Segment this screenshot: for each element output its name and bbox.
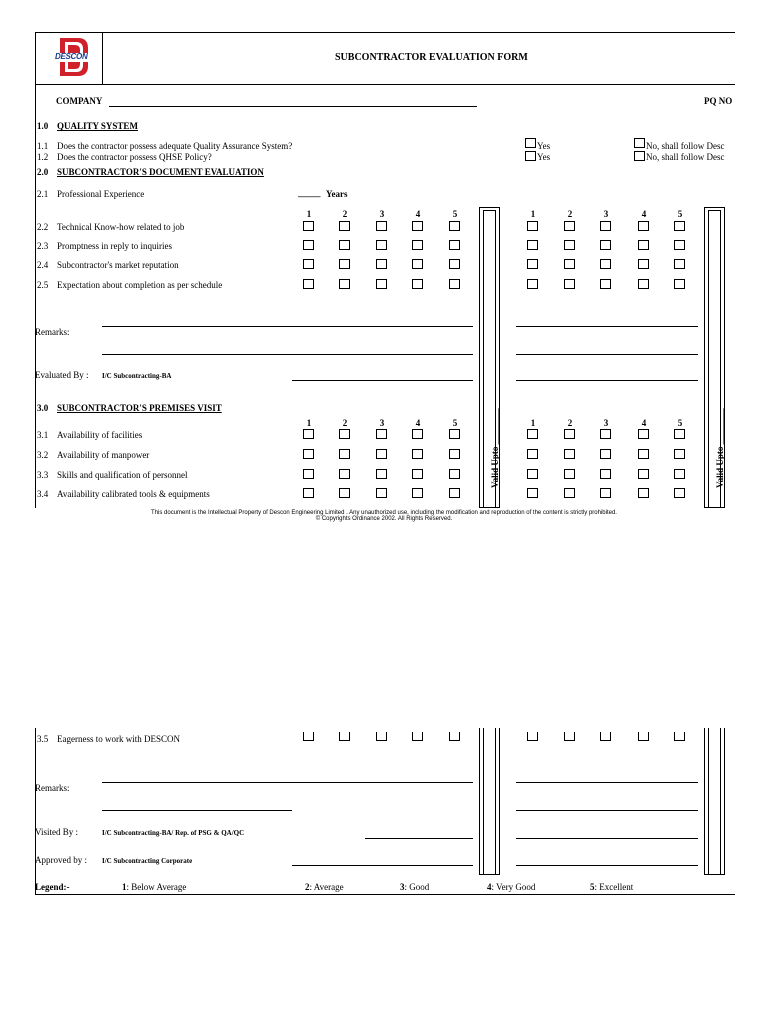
approved-by-label: Approved by : (35, 855, 87, 865)
item-text: Subcontractor's market reputation (57, 260, 179, 270)
scale-3-label: 3 (603, 209, 609, 219)
footer-line2: © Copyrights Ordinance 2002. All Rights Reserved. (315, 516, 453, 522)
page2-remarks-line2-right[interactable] (516, 810, 698, 811)
descon-logo (54, 36, 90, 78)
legend-item-1 (122, 882, 186, 892)
scale-5-label: 5 (677, 418, 683, 428)
q2-1-text: Professional Experience (57, 189, 145, 199)
scale-1-label: 1 (306, 209, 312, 219)
rating-checkbox-3.4-1[interactable] (527, 488, 538, 498)
legend-key: 4 (487, 882, 492, 892)
item-number: 2.4 (37, 260, 49, 270)
page2-remarks-line2-left[interactable] (102, 810, 292, 811)
scale-2-label: 2 (342, 418, 348, 428)
section2-remarks-line2-left[interactable] (102, 354, 473, 355)
q1-1-number: 1.1 (37, 141, 49, 151)
valid-upto-column-right (704, 207, 725, 508)
section2-remarks-line1-left[interactable] (102, 326, 473, 327)
rating-checkbox-2.3-5[interactable] (449, 240, 460, 250)
page2-remarks-label: Remarks: (35, 783, 70, 793)
section2-remarks-line2-right[interactable] (516, 354, 698, 355)
item-number: 3.1 (37, 430, 49, 440)
legend-text: : Good (404, 882, 430, 892)
q1-2-no-label: No, shall follow Desc (646, 152, 725, 162)
rating-checkbox-2.5-1[interactable] (303, 279, 314, 289)
approved-by-value: I/C Subcontracting Corporate (102, 857, 193, 865)
section2-remarks-label: Remarks: (35, 327, 70, 337)
q3-5-text: Eagerness to work with DESCON (57, 734, 180, 744)
rating-checkbox-3.1-2[interactable] (564, 429, 575, 439)
legend-key: 5 (590, 882, 595, 892)
years-label: Years (326, 189, 348, 199)
legend-item-3 (400, 882, 429, 892)
company-label: COMPANY (56, 96, 103, 106)
company-field[interactable] (109, 106, 477, 107)
rating-checkbox-2.5-3[interactable] (600, 279, 611, 289)
legend-key: 1 (122, 882, 127, 892)
rating-checkbox-2.2-4[interactable] (412, 221, 423, 231)
rating-checkbox-3.4-4[interactable] (412, 488, 423, 498)
rating-checkbox-3.2-5[interactable] (449, 449, 460, 459)
scale-4-label: 4 (641, 418, 647, 428)
rating-checkbox-3.2-2[interactable] (339, 449, 350, 459)
rating-checkbox-2.2-1[interactable] (527, 221, 538, 231)
rating-checkbox-3.2-1[interactable] (303, 449, 314, 459)
logo-text: DESCON (55, 52, 88, 61)
q1-1-no-checkbox[interactable] (634, 138, 645, 148)
section2-remarks-line1-right[interactable] (516, 326, 698, 327)
rating-checkbox-3.1-5[interactable] (449, 429, 460, 439)
rating-checkbox-3.5-1[interactable] (303, 732, 314, 741)
rating-checkbox-2.4-5[interactable] (674, 259, 685, 269)
rating-checkbox-2.2-3[interactable] (376, 221, 387, 231)
item-number: 3.4 (37, 489, 49, 499)
rating-checkbox-3.5-5[interactable] (449, 732, 460, 741)
rating-checkbox-3.2-4[interactable] (638, 449, 649, 459)
visited-by-line-left[interactable] (365, 838, 473, 839)
q1-1-yes-label: Yes (537, 141, 551, 151)
rating-checkbox-2.5-1[interactable] (527, 279, 538, 289)
rating-checkbox-3.3-3[interactable] (600, 469, 611, 479)
scale-1-label: 1 (306, 418, 312, 428)
valid-upto-column-right-continued (704, 728, 725, 875)
q1-2-yes-label: Yes (537, 152, 551, 162)
scale-2-label: 2 (567, 418, 573, 428)
scale-4-label: 4 (415, 418, 421, 428)
rating-checkbox-3.4-3[interactable] (376, 488, 387, 498)
footer-notice (0, 510, 768, 522)
evaluated-by-label: Evaluated By : (35, 370, 89, 380)
scale-5-label: 5 (677, 209, 683, 219)
rating-checkbox-3.2-3[interactable] (600, 449, 611, 459)
rating-checkbox-2.2-2[interactable] (564, 221, 575, 231)
section3-title: SUBCONTRACTOR'S PREMISES VISIT (57, 403, 222, 413)
rating-checkbox-2.3-4[interactable] (638, 240, 649, 250)
q3-5-number: 3.5 (37, 734, 49, 744)
item-number: 2.3 (37, 241, 49, 251)
rating-checkbox-2.5-2[interactable] (339, 279, 350, 289)
evaluated-by-value: I/C Subcontracting-BA (102, 372, 172, 380)
visited-by-value: I/C Subcontracting-BA/ Rep. of PSG & QA/QC (102, 829, 245, 837)
rating-checkbox-2.4-2[interactable] (564, 259, 575, 269)
item-text: Availability calibrated tools & equipments (57, 489, 210, 499)
rating-checkbox-2.3-3[interactable] (600, 240, 611, 250)
page2-remarks-line1-left[interactable] (102, 782, 473, 783)
legend-label: Legend:- (35, 882, 70, 892)
scale-5-label: 5 (452, 418, 458, 428)
q2-1-number: 2.1 (37, 189, 49, 199)
visited-by-line-right[interactable] (516, 838, 698, 839)
rating-checkbox-3.3-3[interactable] (376, 469, 387, 479)
scale-2-label: 2 (567, 209, 573, 219)
q1-2-text: Does the contractor possess QHSE Policy? (57, 152, 212, 162)
q1-2-yes-checkbox[interactable] (525, 151, 536, 161)
rating-checkbox-2.2-2[interactable] (339, 221, 350, 231)
rating-checkbox-3.3-1[interactable] (527, 469, 538, 479)
rating-checkbox-3.4-4[interactable] (638, 488, 649, 498)
rating-checkbox-3.1-5[interactable] (674, 429, 685, 439)
experience-years-field[interactable]: _____ (298, 188, 321, 198)
rating-checkbox-2.3-5[interactable] (674, 240, 685, 250)
rating-checkbox-2.4-1[interactable] (303, 259, 314, 269)
valid-upto-column-left (479, 207, 500, 508)
scale-2-label: 2 (342, 209, 348, 219)
approved-by-line-left[interactable] (292, 865, 473, 866)
rating-checkbox-3.2-1[interactable] (527, 449, 538, 459)
rating-checkbox-3.1-4[interactable] (638, 429, 649, 439)
q1-1-text: Does the contractor possess adequate Quality Assurance System? (57, 141, 293, 151)
approved-by-line-right[interactable] (516, 865, 698, 866)
rating-checkbox-3.3-4[interactable] (412, 469, 423, 479)
section3-number: 3.0 (37, 403, 49, 413)
rating-checkbox-2.3-2[interactable] (564, 240, 575, 250)
valid-upto-column-left-continued (479, 728, 500, 875)
rating-checkbox-2.4-3[interactable] (376, 259, 387, 269)
rating-checkbox-2.2-3[interactable] (600, 221, 611, 231)
rating-checkbox-3.4-2[interactable] (564, 488, 575, 498)
rating-checkbox-2.2-5[interactable] (674, 221, 685, 231)
rating-checkbox-3.2-3[interactable] (376, 449, 387, 459)
legend-key: 3 (400, 882, 405, 892)
rating-checkbox-3.5-4[interactable] (638, 732, 649, 741)
rating-checkbox-2.5-3[interactable] (376, 279, 387, 289)
item-text: Availability of manpower (57, 450, 150, 460)
item-text: Technical Know-how related to job (57, 222, 185, 232)
legend-item-4 (487, 882, 535, 892)
rating-checkbox-2.5-5[interactable] (674, 279, 685, 289)
rating-checkbox-3.4-3[interactable] (600, 488, 611, 498)
rating-checkbox-2.5-4[interactable] (638, 279, 649, 289)
scale-4-label: 4 (641, 209, 647, 219)
item-text: Expectation about completion as per schedule (57, 280, 223, 290)
scale-5-label: 5 (452, 209, 458, 219)
rating-checkbox-3.5-3[interactable] (376, 732, 387, 741)
rating-checkbox-3.5-2[interactable] (339, 732, 350, 741)
q1-1-no-label: No, shall follow Desc (646, 141, 725, 151)
rating-checkbox-2.5-2[interactable] (564, 279, 575, 289)
rating-checkbox-2.3-1[interactable] (303, 240, 314, 250)
rating-checkbox-2.4-1[interactable] (527, 259, 538, 269)
rating-checkbox-2.4-2[interactable] (339, 259, 350, 269)
rating-checkbox-3.1-3[interactable] (376, 429, 387, 439)
form-title: SUBCONTRACTOR EVALUATION FORM (335, 52, 528, 63)
rating-checkbox-2.3-2[interactable] (339, 240, 350, 250)
q1-2-no-checkbox[interactable] (634, 151, 645, 161)
rating-checkbox-3.3-1[interactable] (303, 469, 314, 479)
rating-checkbox-3.4-1[interactable] (303, 488, 314, 498)
rating-checkbox-3.1-3[interactable] (600, 429, 611, 439)
item-number: 3.2 (37, 450, 49, 460)
rating-checkbox-3.5-2[interactable] (564, 732, 575, 741)
q1-1-yes-checkbox[interactable] (525, 138, 536, 148)
rating-checkbox-2.2-4[interactable] (638, 221, 649, 231)
rating-checkbox-3.5-3[interactable] (600, 732, 611, 741)
scale-1-label: 1 (530, 418, 536, 428)
rating-checkbox-2.4-4[interactable] (412, 259, 423, 269)
footer-line1: This document is the Intellectual Property of Descon Engineering Limited . Any unauthorized use, including the modification and reproduction of the content is strictly prohibited. (151, 510, 617, 516)
legend-text: : Excellent (594, 882, 634, 892)
rating-checkbox-2.3-3[interactable] (376, 240, 387, 250)
rating-checkbox-3.4-2[interactable] (339, 488, 350, 498)
rating-checkbox-3.5-1[interactable] (527, 732, 538, 741)
rating-checkbox-2.3-1[interactable] (527, 240, 538, 250)
page2-remarks-line1-right[interactable] (516, 782, 698, 783)
valid-upto-left-label: Valid Upto ________ (490, 408, 500, 488)
rating-checkbox-3.1-2[interactable] (339, 429, 350, 439)
legend-text: : Very Good (491, 882, 536, 892)
valid-upto-right-label: Valid Upto ________ (715, 408, 725, 488)
legend-item-2 (305, 882, 344, 892)
rating-checkbox-2.3-4[interactable] (412, 240, 423, 250)
rating-checkbox-3.4-5[interactable] (674, 488, 685, 498)
rating-checkbox-2.4-5[interactable] (449, 259, 460, 269)
rating-checkbox-2.2-1[interactable] (303, 221, 314, 231)
rating-checkbox-3.2-4[interactable] (412, 449, 423, 459)
rating-checkbox-3.3-5[interactable] (449, 469, 460, 479)
rating-checkbox-3.2-2[interactable] (564, 449, 575, 459)
scale-3-label: 3 (379, 418, 385, 428)
section2-title: SUBCONTRACTOR'S DOCUMENT EVALUATION (57, 167, 264, 177)
rating-checkbox-3.3-5[interactable] (674, 469, 685, 479)
visited-by-label: Visited By : (35, 827, 78, 837)
rating-checkbox-3.2-5[interactable] (674, 449, 685, 459)
section1-number: 1.0 (37, 121, 49, 131)
scale-4-label: 4 (415, 209, 421, 219)
scale-3-label: 3 (603, 418, 609, 428)
section1-title: QUALITY SYSTEM (57, 121, 138, 131)
rating-checkbox-3.3-4[interactable] (638, 469, 649, 479)
q1-2-number: 1.2 (37, 152, 49, 162)
legend-key: 2 (305, 882, 310, 892)
evaluated-by-line-right[interactable] (516, 380, 698, 381)
rating-checkbox-3.1-4[interactable] (412, 429, 423, 439)
rating-checkbox-3.4-5[interactable] (449, 488, 460, 498)
rating-checkbox-3.5-4[interactable] (412, 732, 423, 741)
section2-number: 2.0 (37, 167, 49, 177)
item-number: 2.2 (37, 222, 49, 232)
scale-1-label: 1 (530, 209, 536, 219)
item-number: 3.3 (37, 470, 49, 480)
rating-checkbox-2.4-4[interactable] (638, 259, 649, 269)
item-text: Skills and qualification of personnel (57, 470, 188, 480)
item-text: Availability of facilities (57, 430, 143, 440)
evaluated-by-line-left[interactable] (292, 380, 473, 381)
legend-text: : Average (309, 882, 344, 892)
rating-checkbox-3.3-2[interactable] (564, 469, 575, 479)
rating-checkbox-3.3-2[interactable] (339, 469, 350, 479)
rating-checkbox-2.2-5[interactable] (449, 221, 460, 231)
legend-item-5 (590, 882, 633, 892)
rating-checkbox-3.1-1[interactable] (527, 429, 538, 439)
rating-checkbox-2.5-4[interactable] (412, 279, 423, 289)
rating-checkbox-3.1-1[interactable] (303, 429, 314, 439)
pq-no-label: PQ NO (704, 96, 733, 106)
rating-checkbox-2.5-5[interactable] (449, 279, 460, 289)
scale-3-label: 3 (379, 209, 385, 219)
legend-text: : Below Average (126, 882, 187, 892)
item-number: 2.5 (37, 280, 49, 290)
rating-checkbox-3.5-5[interactable] (674, 732, 685, 741)
item-text: Promptness in reply to inquiries (57, 241, 172, 251)
rating-checkbox-2.4-3[interactable] (600, 259, 611, 269)
